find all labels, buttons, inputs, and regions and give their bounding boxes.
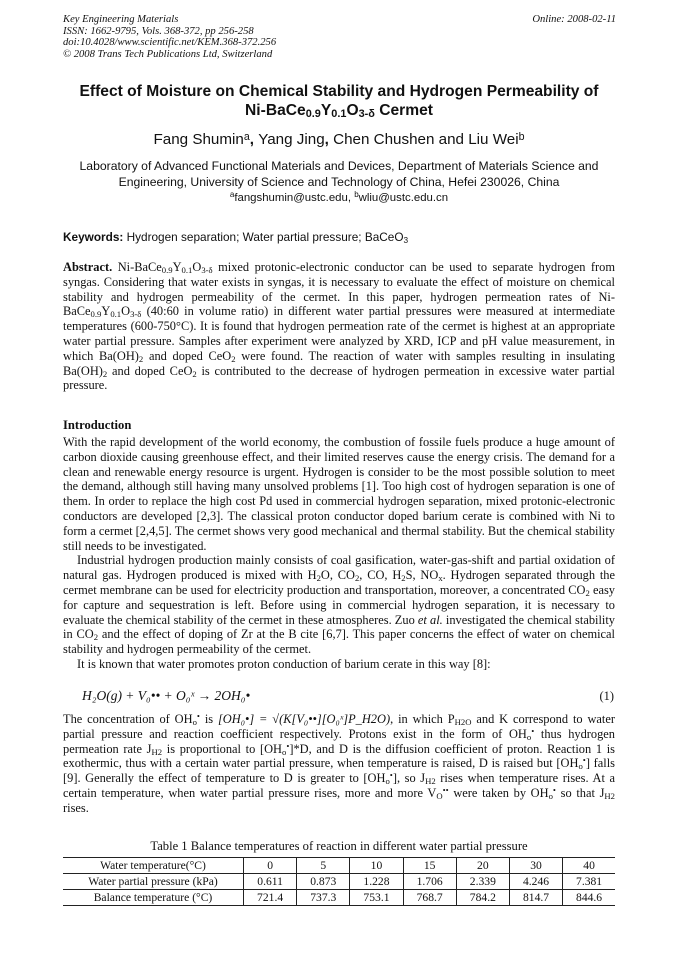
- abstract-text: O: [192, 260, 202, 274]
- issn-line: ISSN: 1662-9795, Vols. 368-372, pp 256-258: [63, 25, 254, 37]
- body-sub: o: [385, 776, 390, 787]
- body-text: ]*D, and D is the diffusion coefficient of proton. Reaction 1 is exothermic, thus with a certain water partial pressure, when temperature is raised, D is raised but [OH: [63, 741, 615, 771]
- intro-text: et al.: [417, 612, 443, 627]
- email-mark: b: [354, 190, 359, 199]
- body-text: , in which P: [390, 712, 455, 726]
- body-sub: o: [548, 790, 553, 801]
- table-cell: 7.381: [563, 874, 615, 890]
- intro-text: and the effect of doping of Zr at the B cite [6,7]. This paper concerns the effect of water on chemical stability and hydrogen permeability of the cermet.: [63, 627, 615, 657]
- table-cell: 753.1: [350, 890, 403, 906]
- body-sup: •: [389, 770, 393, 781]
- abstract-text: Ni-BaCe: [112, 260, 162, 274]
- body-sub: o: [578, 761, 583, 772]
- table-cell: 5: [297, 858, 350, 874]
- table-row-header: Water partial pressure (kPa): [63, 874, 244, 890]
- body-text: is proportional to [OH: [162, 741, 282, 756]
- body-sup: •: [531, 725, 535, 736]
- table-cell: 1.706: [403, 874, 456, 890]
- email-link[interactable]: wliu@ustc.edu.cn: [358, 192, 449, 204]
- body-sub: o: [526, 731, 532, 742]
- author-name: Yang Jing: [258, 131, 325, 148]
- abstract-sub: 3-δ: [201, 265, 213, 275]
- table-cell: 844.6: [563, 890, 615, 906]
- title-line-1: Effect of Moisture on Chemical Stability and Hydrogen Permeability of: [79, 83, 599, 100]
- abstract-sub: 2: [231, 353, 236, 364]
- author-list: Fang Shumin$^a$, Yang Jing, Chen Chushen and Liu Wei$^b$: [153, 131, 525, 148]
- abstract-sub: 3-δ: [130, 309, 142, 320]
- affiliation-line: Laboratory of Advanced Functional Materials and Devices, Department of Materials Science and: [79, 159, 599, 173]
- keywords: [63, 230, 623, 244]
- table-cell: 721.4: [244, 890, 297, 906]
- author-name: Chen Chushen and Liu Wei: [333, 131, 519, 148]
- intro-text: O, CO: [320, 568, 355, 583]
- table-cell: 10: [350, 858, 403, 874]
- body-sub: H2: [151, 746, 163, 757]
- table-cell: 40: [563, 858, 615, 874]
- body-text: and K correspond to water partial pressure and reaction coefficient respectively. Protons exist in the form of OH: [63, 712, 615, 741]
- abstract-text: mixed protonic-electronic conductor can be used to separate hydrogen from syngas. Considering that water exists in syngas, it is necessary to evaluate the effect of moisture on chemical stability and hydrogen permeability of the cermet. In this paper, hydrogen permeation rates of Ni- BaCe: [63, 260, 615, 319]
- abstract-sub: 2: [192, 368, 197, 379]
- keywords-text: Hydrogen separation; Water partial pressure; BaCeO: [123, 230, 404, 244]
- body-sub: O: [436, 790, 443, 801]
- body-sub: H2: [604, 790, 615, 801]
- table-cell: 20: [456, 858, 509, 874]
- table-cell: 0: [244, 858, 297, 874]
- body-sup: •: [286, 740, 290, 751]
- table-cell: 0.611: [244, 874, 297, 890]
- title-text: O: [346, 102, 359, 119]
- email-mark: a: [229, 190, 235, 199]
- online-date: Online: 2008-02-11: [532, 14, 616, 25]
- intro-paragraph-2: [63, 553, 615, 657]
- abstract-text: is contributed to the decrease of hydrogen permeation in excessive water partial pressure.: [63, 363, 615, 393]
- keywords-label: Keywords:: [63, 230, 124, 244]
- abstract-sub: 2: [102, 368, 108, 379]
- table-row-header: Balance temperature (°C): [63, 890, 244, 906]
- author-name: Fang Shumin: [153, 131, 244, 148]
- table-cell: 4.246: [509, 874, 562, 890]
- table-row: [63, 874, 615, 890]
- body-text: ], so J: [392, 771, 426, 786]
- keywords-sub: 3: [403, 236, 409, 245]
- author-emails: [55, 192, 623, 204]
- title-text: Y: [320, 102, 332, 119]
- intro-text: easy for capture and sequestration is left. Before using in commercial hydrogen separation, it is necessary to evaluate the chemical stability of the cermet in these atmospheres. Zuo: [63, 582, 615, 627]
- journal-name: Key Engineering Materials: [63, 14, 179, 25]
- body-text: The concentration of OH: [63, 712, 193, 726]
- intro-text: . Hydrogen separated through the cermet membrane can be used for electricity production and transportation, moreover, a concentrated CO: [63, 568, 615, 597]
- intro-paragraph-3: It is known that water promotes proton conduction of barium cerate in this way [8]:: [77, 656, 491, 671]
- affiliation: [55, 158, 623, 190]
- author-affil-mark: a: [243, 131, 250, 143]
- body-text: is: [199, 712, 218, 726]
- abstract-text: and doped CeO: [107, 363, 193, 378]
- table-cell: 30: [509, 858, 562, 874]
- body-sup: •: [552, 784, 556, 795]
- title-sub: 0.9: [305, 108, 321, 120]
- table-cell: 784.2: [456, 890, 509, 906]
- affiliation-line: Engineering, University of Science and Technology of China, Hefei 230026, China: [118, 175, 560, 189]
- copyright-line: © 2008 Trans Tech Publications Ltd, Switzerland: [63, 48, 273, 60]
- table-cell: 1.228: [350, 874, 403, 890]
- intro-text: Industrial hydrogen production mainly consists of coal gasification, water-gas-shift and partial oxidation of natural gas. Hydrogen produced is mixed with H: [63, 553, 615, 583]
- body-text: were taken by OH: [448, 785, 549, 800]
- abstract-sub: 2: [138, 353, 144, 364]
- abstract-sub: 0.1: [181, 265, 193, 275]
- body-sub: H2O: [454, 717, 472, 727]
- table-row: [63, 858, 615, 874]
- equation-number: (1): [599, 689, 614, 703]
- table-row: [63, 890, 615, 906]
- balance-temperature-table: [63, 857, 615, 906]
- equation-1: H₂O(g) + V₀•• + O₀ˣ → 2OH₀•: [82, 688, 251, 703]
- abstract-sub: 0.9: [161, 265, 173, 275]
- table-cell: 15: [403, 858, 456, 874]
- title-line-2: [50, 101, 628, 120]
- body-text: thus hydrogen permeation rate J: [63, 726, 615, 756]
- abstract-text: Y: [101, 304, 111, 319]
- body-sup: •: [196, 711, 200, 721]
- title-text: Cermet: [374, 102, 433, 119]
- paper-title: [50, 82, 628, 120]
- table-cell: 737.3: [297, 890, 350, 906]
- body-sup: •: [582, 755, 586, 766]
- intro-sub: x: [438, 573, 443, 584]
- body-sup: ••: [442, 784, 449, 795]
- body-sub: H2: [425, 776, 436, 787]
- intro-sub: 2: [93, 632, 99, 643]
- inline-formula: [OH₀•] = √(K[V₀••][O₀ˣ]P_H2O): [217, 712, 391, 726]
- title-text: Ni-BaCe: [245, 102, 306, 119]
- body-text: ] falls [9]. Generally the effect of temperature to D is greater to [OH: [63, 756, 615, 786]
- abstract-text: (40:60 in volume ratio) in different water partial pressures were measured at intermediate temperatures (600-750°C). It is found that hydrogen permeation rate of the cermet is highest at an appropriate water partial pressure. Samples after experiment were analyzed by XRD, ICP and pH value measurement, in which Ba(OH): [63, 304, 615, 363]
- concentration-paragraph: [63, 712, 615, 816]
- doi-line: doi:10.4028/www.scientific.net/KEM.368-372.256: [63, 37, 277, 48]
- abstract: [63, 260, 615, 393]
- intro-sub: 2: [401, 573, 406, 584]
- abstract-label: Abstract.: [63, 260, 113, 274]
- abstract-text: were found. The reaction of water with samples resulting in insulating Ba(OH): [63, 348, 615, 378]
- author-affil-mark: b: [518, 131, 525, 143]
- abstract-text: O: [121, 304, 131, 319]
- title-sub: 3-δ: [358, 108, 375, 120]
- abstract-text: and doped CeO: [143, 348, 232, 363]
- introduction-body: [63, 435, 615, 672]
- table-cell: 768.7: [403, 890, 456, 906]
- journal-header: [63, 14, 616, 60]
- body-text: rises when temperature rises. At a certain temperature, when water partial pressure rises, more and more V: [63, 771, 615, 800]
- intro-text: S, NO: [405, 568, 439, 583]
- intro-paragraph-1: With the rapid development of the world economy, the combustion of fossile fuels produce a huge amount of carbon dioxide causing greenhouse effect, and their limited reserves cause the energy crisis. The demand for a clean and renewable energy resource is urgent. Hydrogen is consider to be the most possible solution to meet the demand, although still having many unsolved problems [1]. Too high cost of hydrogen separation is one of them. In order to replace the high cost Pd used in commercial hydrogen separation, mixed protonic-electronic conductors are developed [2,3]. The classical proton conductor doped barium cerate is combined with Ni to form a cermet [2,4,5]. The cermet shows very good mechanical and thermal stability. But the chemical stability still needs to be investigated.: [63, 435, 615, 553]
- abstract-sub: 0.1: [110, 309, 122, 320]
- table-cell: 814.7: [509, 890, 562, 906]
- intro-sub: 2: [354, 573, 360, 584]
- table-caption: Table 1 Balance temperatures of reaction in different water partial pressure: [150, 839, 528, 853]
- body-text: so that J: [555, 785, 605, 800]
- intro-text: , CO, H: [359, 568, 402, 583]
- body-sub: o: [282, 746, 287, 757]
- intro-sub: 2: [316, 573, 321, 584]
- body-text: rises.: [63, 800, 89, 815]
- table-row-header: Water temperature(°C): [63, 858, 244, 874]
- abstract-sub: 0.9: [90, 309, 102, 320]
- email-link[interactable]: fangshumin@ustc.edu,: [234, 192, 355, 204]
- table-cell: 0.873: [297, 874, 350, 890]
- section-heading-introduction: Introduction: [63, 418, 132, 432]
- body-sub: o: [192, 717, 197, 727]
- title-sub: 0.1: [331, 108, 347, 120]
- abstract-text: Y: [172, 260, 182, 274]
- table-cell: 2.339: [456, 874, 509, 890]
- intro-sub: 2: [585, 587, 590, 598]
- intro-text: investigated the chemical stability in CO: [63, 612, 615, 642]
